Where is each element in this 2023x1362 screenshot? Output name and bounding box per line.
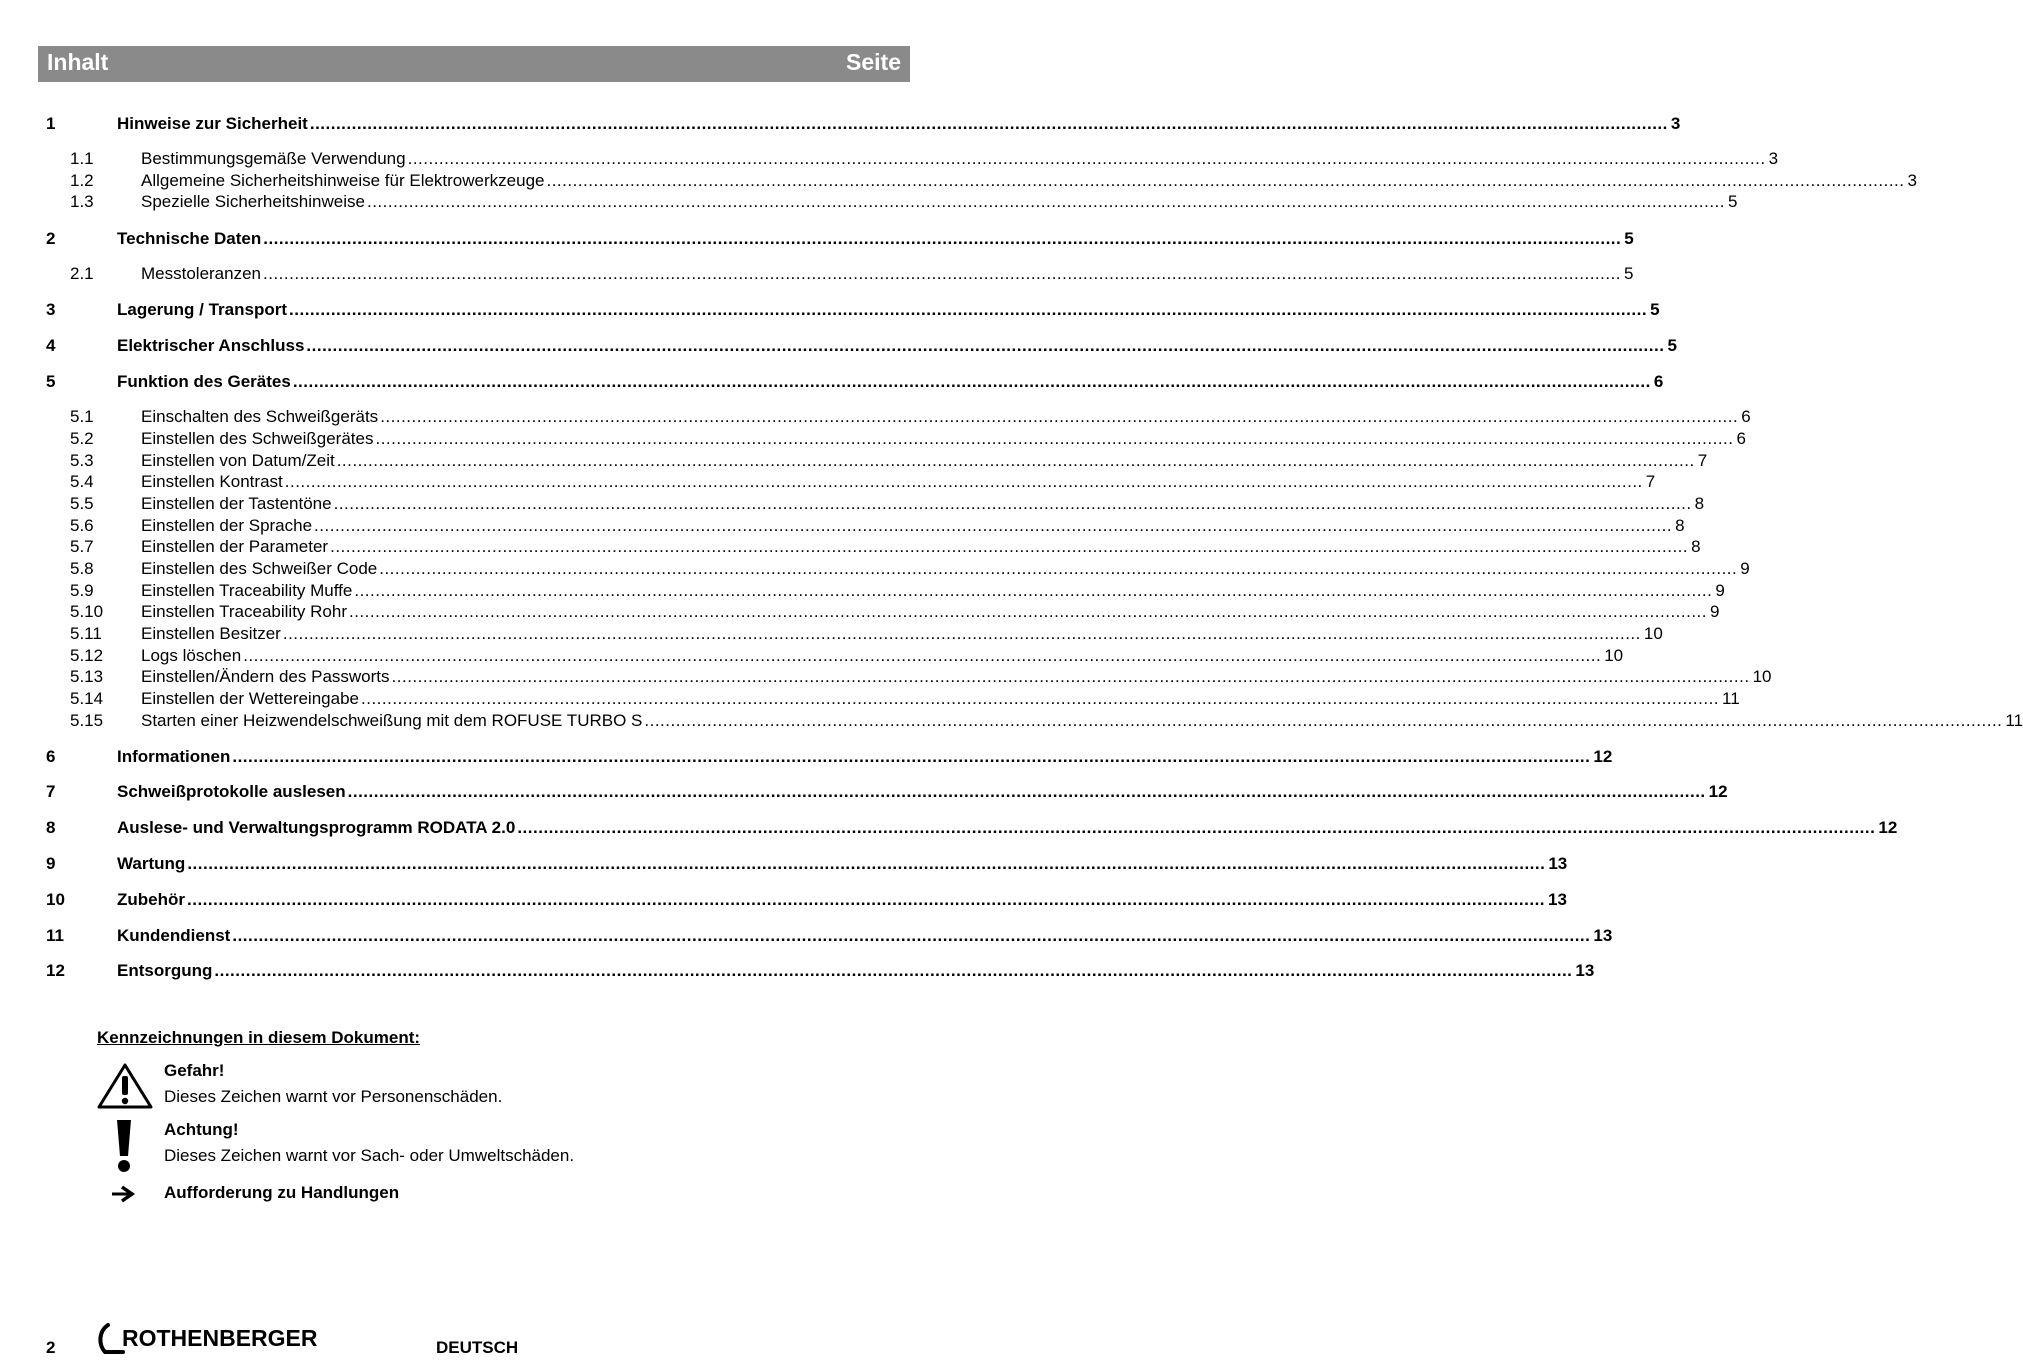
- toc-entry-number: 5.2: [70, 429, 94, 448]
- toc-entry-title: Informationen: [117, 747, 231, 766]
- toc-entry-title: Kundendienst: [117, 926, 231, 945]
- toc-entry: [0, 515, 1685, 537]
- toc-entry-page: 11: [1722, 689, 1740, 708]
- toc-entry-page: 9: [1715, 581, 1725, 600]
- toc-entry-page: 6: [1653, 372, 1664, 391]
- toc-entry-number: 1.3: [70, 192, 94, 211]
- danger-title: Gefahr!: [164, 1061, 225, 1080]
- toc-dot-leader: ....................................................................................................................................................................................................................................................................: [644, 711, 2003, 730]
- toc-entry-page: 7: [1697, 451, 1708, 470]
- toc-entry-page: 9: [1710, 602, 1720, 621]
- toc-entry-number: 5.14: [70, 689, 104, 708]
- toc-entry: [0, 148, 1779, 170]
- toc-dot-leader: ....................................................................................................................................................................................................................................................................: [379, 559, 1738, 578]
- toc-entry: [0, 623, 1663, 645]
- toc-entry: [0, 710, 2023, 732]
- toc-entry: [0, 666, 1772, 688]
- toc-entry-title: Schweißprotokolle auslesen: [117, 782, 346, 801]
- toc-entry: [0, 960, 1595, 982]
- toc-entry-title: Hinweise zur Sicherheit: [117, 114, 308, 133]
- toc-entry-page: 13: [1575, 961, 1595, 980]
- toc-entry-title: Einschalten des Schweißgeräts: [141, 407, 379, 426]
- toc-entry-title: Einstellen des Schweißgerätes: [141, 429, 374, 448]
- toc-entry: [0, 580, 1725, 602]
- arrow-right-icon: [110, 1185, 136, 1203]
- toc-entry-number: 5.8: [70, 559, 94, 578]
- toc-dot-leader: ....................................................................................................................................................................................................................................................................: [361, 689, 1720, 708]
- toc-entry-number: 1.2: [70, 171, 94, 190]
- toc-entry-title: Einstellen Traceability Muffe: [141, 581, 353, 600]
- toc-entry: [0, 781, 1728, 803]
- toc-dot-leader: ....................................................................................................................................................................................................................................................................: [284, 472, 1643, 491]
- toc-entry-page: 13: [1548, 890, 1567, 909]
- toc-entry-number: 5.13: [70, 667, 104, 686]
- toc-dot-leader: ....................................................................................................................................................................................................................................................................: [263, 264, 1622, 283]
- toc-entry: [0, 471, 1656, 493]
- toc-dot-leader: ....................................................................................................................................................................................................................................................................: [517, 818, 1876, 837]
- toc-entry-title: Einstellen der Wettereingabe: [141, 689, 359, 708]
- toc-dot-leader: ....................................................................................................................................................................................................................................................................: [348, 602, 1708, 621]
- toc-entry-title: Einstellen/Ändern des Passworts: [141, 667, 390, 686]
- toc-entry-number: 8: [46, 818, 56, 837]
- toc-entry-number: 5.5: [70, 494, 94, 513]
- toc-entry-number: 6: [46, 747, 56, 766]
- toc-entry: [0, 113, 1681, 135]
- toc-entry: [0, 428, 1746, 450]
- toc-dot-leader: ....................................................................................................................................................................................................................................................................: [336, 451, 1695, 470]
- toc-entry-number: 5.3: [70, 451, 94, 470]
- toc-entry-number: 12: [46, 961, 65, 980]
- footer-language: DEUTSCH: [436, 1338, 519, 1357]
- toc-entry-title: Auslese- und Verwaltungsprogramm RODATA 2.0: [117, 818, 516, 837]
- toc-entry-page: 12: [1878, 818, 1898, 837]
- toc-dot-leader: ....................................................................................................................................................................................................................................................................: [282, 624, 1641, 643]
- warning-triangle-icon: [96, 1062, 154, 1110]
- toc-dot-leader: ....................................................................................................................................................................................................................................................................: [187, 854, 1546, 873]
- toc-entry: [0, 170, 1917, 192]
- toc-entry-title: Starten einer Heizwendelschweißung mit dem ROFUSE TURBO S: [141, 711, 643, 730]
- header-page-label: Seite: [846, 49, 901, 75]
- toc-entry: [0, 493, 1705, 515]
- toc-dot-leader: ....................................................................................................................................................................................................................................................................: [214, 961, 1573, 980]
- toc-entry-number: 5.4: [70, 472, 94, 491]
- toc-entry-title: Einstellen der Sprache: [141, 516, 313, 535]
- toc-entry-number: 2: [46, 229, 56, 248]
- toc-entry: [0, 889, 1567, 911]
- toc-entry-page: 8: [1691, 537, 1701, 556]
- toc-header-bar: [38, 46, 910, 82]
- toc-dot-leader: ....................................................................................................................................................................................................................................................................: [366, 192, 1725, 211]
- toc-dot-leader: ....................................................................................................................................................................................................................................................................: [347, 782, 1706, 801]
- toc-entry: [0, 450, 1708, 472]
- caution-text: Dieses Zeichen warnt vor Sach- oder Umweltschäden.: [164, 1146, 575, 1165]
- toc-entry-title: Messtoleranzen: [141, 264, 262, 283]
- toc-entry-number: 5.6: [70, 516, 94, 535]
- toc-entry-title: Einstellen Besitzer: [141, 624, 281, 643]
- toc-entry-page: 12: [1593, 747, 1613, 766]
- toc-entry-number: 9: [46, 854, 56, 873]
- toc-entry: [0, 817, 1898, 839]
- toc-entry: [0, 558, 1750, 580]
- toc-entry: [0, 746, 1613, 768]
- toc-entry-title: Spezielle Sicherheitshinweise: [141, 192, 365, 211]
- toc-entry-page: 10: [1752, 667, 1772, 686]
- toc-entry-page: 7: [1645, 472, 1656, 491]
- toc-entry-number: 5.11: [70, 624, 102, 643]
- toc-entry-page: 3: [1768, 149, 1779, 168]
- toc-entry-page: 5: [1650, 300, 1660, 319]
- toc-entry: [0, 853, 1568, 875]
- toc-entry-number: 3: [46, 300, 56, 319]
- footer-page-number: 2: [46, 1338, 56, 1357]
- action-text: Aufforderung zu Handlungen: [164, 1183, 400, 1202]
- toc-entry-page: 5: [1624, 229, 1634, 248]
- toc-entry-number: 5: [46, 372, 56, 391]
- toc-dot-leader: ....................................................................................................................................................................................................................................................................: [306, 336, 1665, 355]
- toc-dot-leader: ....................................................................................................................................................................................................................................................................: [546, 171, 1905, 190]
- toc-entry-title: Elektrischer Anschluss: [117, 336, 305, 355]
- toc-entry-page: 12: [1708, 782, 1728, 801]
- toc-entry-page: 8: [1675, 516, 1685, 535]
- toc-entry: [0, 645, 1624, 667]
- toc-entry-page: 6: [1736, 429, 1746, 448]
- toc-dot-leader: ....................................................................................................................................................................................................................................................................: [333, 494, 1692, 513]
- toc-entry: [0, 688, 1740, 710]
- toc-entry-title: Einstellen von Datum/Zeit: [141, 451, 335, 470]
- toc-dot-leader: ....................................................................................................................................................................................................................................................................: [232, 747, 1591, 766]
- toc-entry-title: Funktion des Gerätes: [117, 372, 291, 391]
- toc-entry-page: 11: [2005, 711, 2023, 730]
- toc-entry-number: 1: [46, 114, 56, 133]
- toc-entry-page: 10: [1643, 624, 1663, 643]
- header-contents-label: Inhalt: [47, 49, 109, 75]
- toc-entry-number: 10: [46, 890, 65, 909]
- legend-heading: Kennzeichnungen in diesem Dokument:: [97, 1028, 421, 1047]
- toc-entry-number: 7: [46, 782, 56, 801]
- toc-entry: [0, 191, 1738, 213]
- toc-entry-title: Allgemeine Sicherheitshinweise für Elektrowerkzeuge: [141, 171, 545, 190]
- toc-dot-leader: ....................................................................................................................................................................................................................................................................: [407, 149, 1766, 168]
- toc-entry-title: Entsorgung: [117, 961, 213, 980]
- toc-entry-title: Logs löschen: [141, 646, 242, 665]
- toc-dot-leader: ....................................................................................................................................................................................................................................................................: [289, 300, 1648, 319]
- toc-entry-number: 5.12: [70, 646, 104, 665]
- caution-title: Achtung!: [164, 1120, 239, 1139]
- toc-entry-page: 13: [1548, 854, 1568, 873]
- toc-entry-number: 5.9: [70, 581, 94, 600]
- toc-entry-page: 8: [1694, 494, 1705, 513]
- toc-entry: [0, 925, 1613, 947]
- exclamation-icon: [114, 1118, 134, 1174]
- rothenberger-logo: [96, 1322, 346, 1356]
- toc-dot-leader: ....................................................................................................................................................................................................................................................................: [354, 581, 1713, 600]
- toc-entry-number: 5.7: [70, 537, 94, 556]
- toc-dot-leader: ....................................................................................................................................................................................................................................................................: [391, 667, 1750, 686]
- toc-entry: [0, 536, 1701, 558]
- toc-entry: [0, 601, 1720, 623]
- toc-entry-title: Technische Daten: [117, 229, 262, 248]
- toc-entry-page: 10: [1604, 646, 1624, 665]
- toc-entry: [0, 263, 1634, 285]
- toc-entry-title: Einstellen Traceability Rohr: [141, 602, 347, 621]
- toc-entry-title: Zubehör: [117, 890, 185, 909]
- toc-entry: [0, 335, 1677, 357]
- toc-dot-leader: ....................................................................................................................................................................................................................................................................: [187, 890, 1546, 909]
- toc-entry-number: 2.1: [70, 264, 94, 283]
- toc-entry-title: Wartung: [117, 854, 186, 873]
- toc-entry-page: 5: [1728, 192, 1738, 211]
- toc-entry-title: Bestimmungsgemäße Verwendung: [141, 149, 406, 168]
- toc-entry: [0, 371, 1664, 393]
- toc-entry-page: 3: [1907, 171, 1917, 190]
- toc-entry-page: 9: [1740, 559, 1750, 578]
- toc-dot-leader: ....................................................................................................................................................................................................................................................................: [232, 926, 1591, 945]
- toc-entry-number: 5.15: [70, 711, 104, 730]
- toc-dot-leader: ....................................................................................................................................................................................................................................................................: [243, 646, 1602, 665]
- toc-entry-page: 6: [1741, 407, 1751, 426]
- toc-entry-page: 3: [1670, 114, 1681, 133]
- toc-entry-title: Einstellen der Tastentöne: [141, 494, 332, 513]
- toc-dot-leader: ....................................................................................................................................................................................................................................................................: [314, 516, 1673, 535]
- toc-entry-page: 5: [1624, 264, 1634, 283]
- toc-dot-leader: ....................................................................................................................................................................................................................................................................: [375, 429, 1734, 448]
- toc-entry-title: Einstellen der Parameter: [141, 537, 329, 556]
- toc-dot-leader: ....................................................................................................................................................................................................................................................................: [380, 407, 1739, 426]
- toc-entry: [0, 228, 1634, 250]
- toc-entry-page: 13: [1593, 926, 1613, 945]
- toc-entry-number: 11: [46, 926, 64, 945]
- toc-entry-number: 4: [46, 336, 56, 355]
- toc-dot-leader: ....................................................................................................................................................................................................................................................................: [330, 537, 1689, 556]
- toc-entry-number: 5.1: [70, 407, 94, 426]
- toc-entry-title: Einstellen Kontrast: [141, 472, 283, 491]
- toc-entry-page: 5: [1667, 336, 1677, 355]
- toc-entry: [0, 406, 1751, 428]
- logo-wordmark: ROTHENBERGER: [122, 1325, 318, 1351]
- toc-entry-number: 1.1: [70, 149, 94, 168]
- toc-dot-leader: ....................................................................................................................................................................................................................................................................: [263, 229, 1622, 248]
- toc-dot-leader: ....................................................................................................................................................................................................................................................................: [292, 372, 1651, 391]
- toc-entry-title: Einstellen des Schweißer Code: [141, 559, 378, 578]
- toc-entry-title: Lagerung / Transport: [117, 300, 288, 319]
- toc-entry: [0, 299, 1660, 321]
- toc-entry-number: 5.10: [70, 602, 104, 621]
- toc-dot-leader: ....................................................................................................................................................................................................................................................................: [309, 114, 1668, 133]
- danger-text: Dieses Zeichen warnt vor Personenschäden.: [164, 1087, 503, 1106]
